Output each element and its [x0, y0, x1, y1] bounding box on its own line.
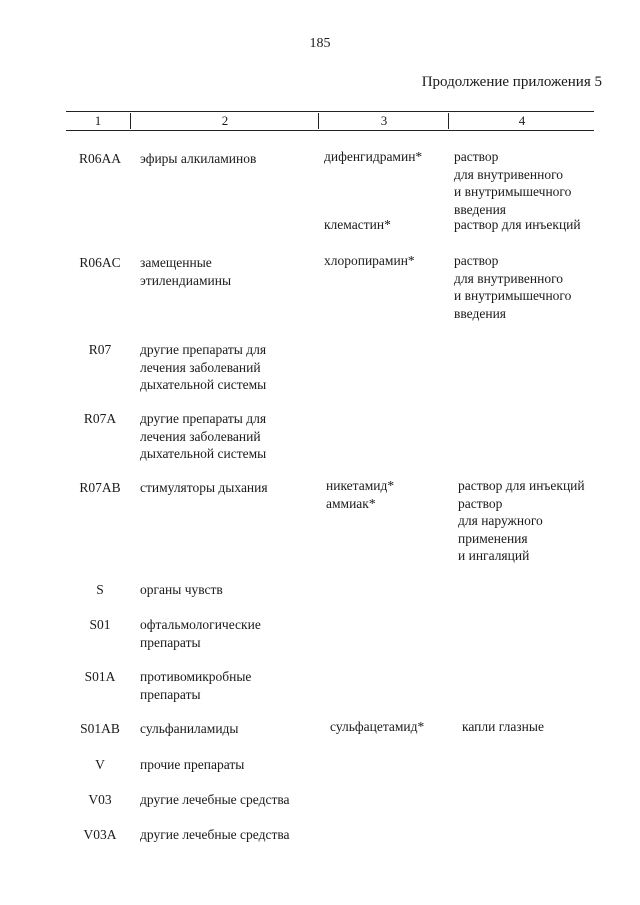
row-code: V	[95, 757, 105, 772]
row-form: раствор для внутривенного и внутримышечного введения	[454, 253, 572, 321]
page-number: 185	[309, 36, 331, 51]
row-form: раствор для инъекций	[454, 217, 581, 232]
row-code: V03	[88, 792, 112, 807]
row-form: раствор для внутривенного и внутримышечного введения	[454, 149, 572, 217]
row-name: органы чувств	[140, 582, 223, 597]
row-code: S	[96, 582, 104, 597]
row-name: другие препараты для лечения заболеваний дыхательной системы	[140, 342, 267, 392]
row-name: замещенные этилендиамины	[140, 255, 232, 288]
row-drug: хлоропирамин*	[324, 253, 415, 268]
row-name: стимуляторы дыхания	[140, 480, 268, 495]
column-header-4: 4	[448, 113, 595, 129]
column-header-2: 2	[130, 113, 319, 129]
row-code: V03A	[83, 827, 117, 842]
row-code: R07AB	[79, 480, 121, 495]
row-drug: никетамид* аммиак*	[326, 478, 395, 511]
row-code: S01	[89, 617, 111, 632]
header-top-rule	[66, 111, 594, 112]
column-header-1: 1	[94, 113, 102, 128]
row-name: сульфаниламиды	[140, 721, 239, 736]
row-drug: клемастин*	[324, 217, 391, 232]
row-code: R07	[88, 342, 112, 357]
row-name: другие лечебные средства	[140, 827, 290, 842]
row-name: прочие препараты	[140, 757, 245, 772]
row-code: R07A	[83, 411, 117, 426]
row-drug: дифенгидрамин*	[324, 149, 423, 164]
row-code: S01A	[84, 669, 116, 684]
column-header-3: 3	[318, 113, 449, 129]
header-bottom-rule	[66, 130, 594, 131]
row-name: офтальмологические препараты	[140, 617, 261, 650]
row-drug: сульфацетамид*	[330, 719, 425, 734]
row-name: эфиры алкиламинов	[140, 151, 257, 166]
row-name: другие препараты для лечения заболеваний дыхательной системы	[140, 411, 267, 461]
row-name: другие лечебные средства	[140, 792, 290, 807]
row-code: S01AB	[80, 721, 120, 736]
row-form: капли глазные	[462, 719, 544, 734]
continuation-label: Продолжение приложения 5	[421, 74, 602, 90]
row-form: раствор для инъекций раствор для наружного применения и ингаляций	[458, 478, 585, 563]
row-code: R06AA	[78, 151, 121, 166]
row-code: R06AC	[79, 255, 121, 270]
row-name: противомикробные препараты	[140, 669, 252, 702]
